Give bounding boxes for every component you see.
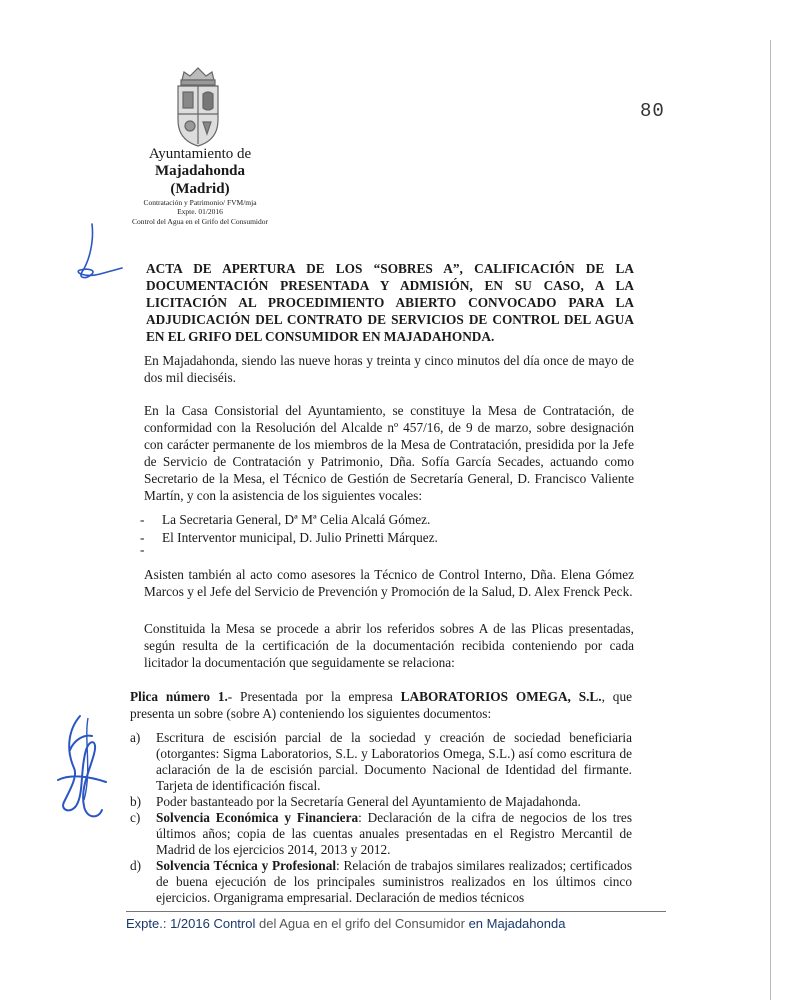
footer-file-label: Expte.: 1/2016 xyxy=(126,916,210,931)
department-line: Contratación y Patrimonio/ FVM/mja xyxy=(143,197,257,207)
plica-label: Plica número 1. xyxy=(130,689,228,704)
scan-edge xyxy=(770,40,771,1000)
opening-envelopes-paragraph: Constituida la Mesa se procede a abrir los referidos sobres A de las Plicas presentadas, según resulta de la certificación de la documentación recibida conteniendo por cada licitador la documentación que seguidamente se relaciona: xyxy=(144,621,634,670)
list-item: a) Escritura de escisión parcial de la sociedad y creación de sociedad beneficiaria (otorgantes: Sigma Laboratorios, S.L. y Laboratorios Omega, S.L.) así como escritura de aclaración de la de escisión parcial. Documento Nacional de Identidad del firmante. Tarjeta de identificación fiscal. xyxy=(130,730,632,793)
vocales-list xyxy=(140,511,630,559)
page-footer: Expte.: 1/2016 Control del Agua en el grifo del Consumidor en Majadahonda xyxy=(126,916,566,931)
list-item: - El Interventor municipal, D. Julio Prinetti Márquez. xyxy=(140,530,438,545)
list-item: c) Solvencia Económica y Financiera: Declaración de la cifra de negocios de los tres últimos años; copia de las cuentas anuales presentadas en el Registro Mercantil de Madrid de los ejercicios 2014, 2013 y 2012. xyxy=(130,810,632,857)
plica-paragraph: Plica número 1.- Presentada por la empresa LABORATORIOS OMEGA, S.L., que presenta un sobre (sobre A) conteniendo los siguientes documentos: xyxy=(130,689,633,721)
opening-paragraph: En Majadahonda, siendo las nueve horas y treinta y cinco minutos del día once de mayo de dos mil dieciséis. xyxy=(144,353,634,385)
advisors-paragraph: Asisten también al acto como asesores la Técnico de Control Interno, Dña. Elena Gómez Marcos y el Jefe del Servicio de Prevención y Promoción de la Salud, D. Alex Frenck Peck. xyxy=(144,567,634,599)
documents-list xyxy=(130,730,632,906)
file-subject: Control del Agua en el Grifo del Consumidor xyxy=(131,216,269,226)
handwritten-mark-icon xyxy=(70,220,130,290)
company-name: LABORATORIOS OMEGA, S.L. xyxy=(400,689,602,704)
file-number: Expte. 01/2016 xyxy=(177,207,223,217)
list-item: - La Secretaria General, Dª Mª Celia Alcalá Gómez. xyxy=(140,512,431,527)
signature-icon xyxy=(40,710,120,830)
footer-divider xyxy=(126,911,666,912)
document-title: ACTA DE APERTURA DE LOS “SOBRES A”, CALIFICACIÓN DE LA DOCUMENTACIÓN PRESENTADA Y ADMISIÓN, EN SU CASO, A LA LICITACIÓN AL PROCEDIMIENTO ABIERTO CONVOCADO PARA LA ADJUDICACIÓN DEL CONTRATO DE SERVICIOS DE CONTROL DEL AGUA EN EL GRIFO DEL CONSUMIDOR EN MAJADAHONDA. xyxy=(146,261,634,344)
org-line-1: Ayuntamiento de xyxy=(148,146,252,162)
list-item: d) Solvencia Técnica y Profesional: Relación de trabajos similares realizados; certificados de buena ejecución de los principales suministros realizados en los últimos cinco ejercicios. Organigrama empresarial. Declaración de medios técnicos xyxy=(130,858,633,905)
org-line-3: (Madrid) xyxy=(170,180,230,197)
list-item: - xyxy=(140,542,145,557)
organization-header xyxy=(110,146,290,226)
list-item: b) Poder bastanteado por la Secretaría General del Ayuntamiento de Majadahonda. xyxy=(130,794,581,809)
page-number: 80 xyxy=(640,100,665,122)
coat-of-arms-icon xyxy=(168,62,228,150)
org-line-2: Majadahonda xyxy=(154,163,246,180)
constitution-paragraph: En la Casa Consistorial del Ayuntamiento, se constituye la Mesa de Contratación, de conformidad con la Resolución del Alcalde nº 457/16, de 9 de marzo, sobre designación con carácter permanente de los miembros de la Mesa de Contratación, presidida por la Jefe de Servicio de Contratación y Patrimonio, Dña. Sofía García Secades, actuando como Secretario de la Mesa, el Técnico de Gestión de Secretaría General, D. Francisco Valiente Martín, y con la asistencia de los siguientes vocales: xyxy=(144,403,634,503)
